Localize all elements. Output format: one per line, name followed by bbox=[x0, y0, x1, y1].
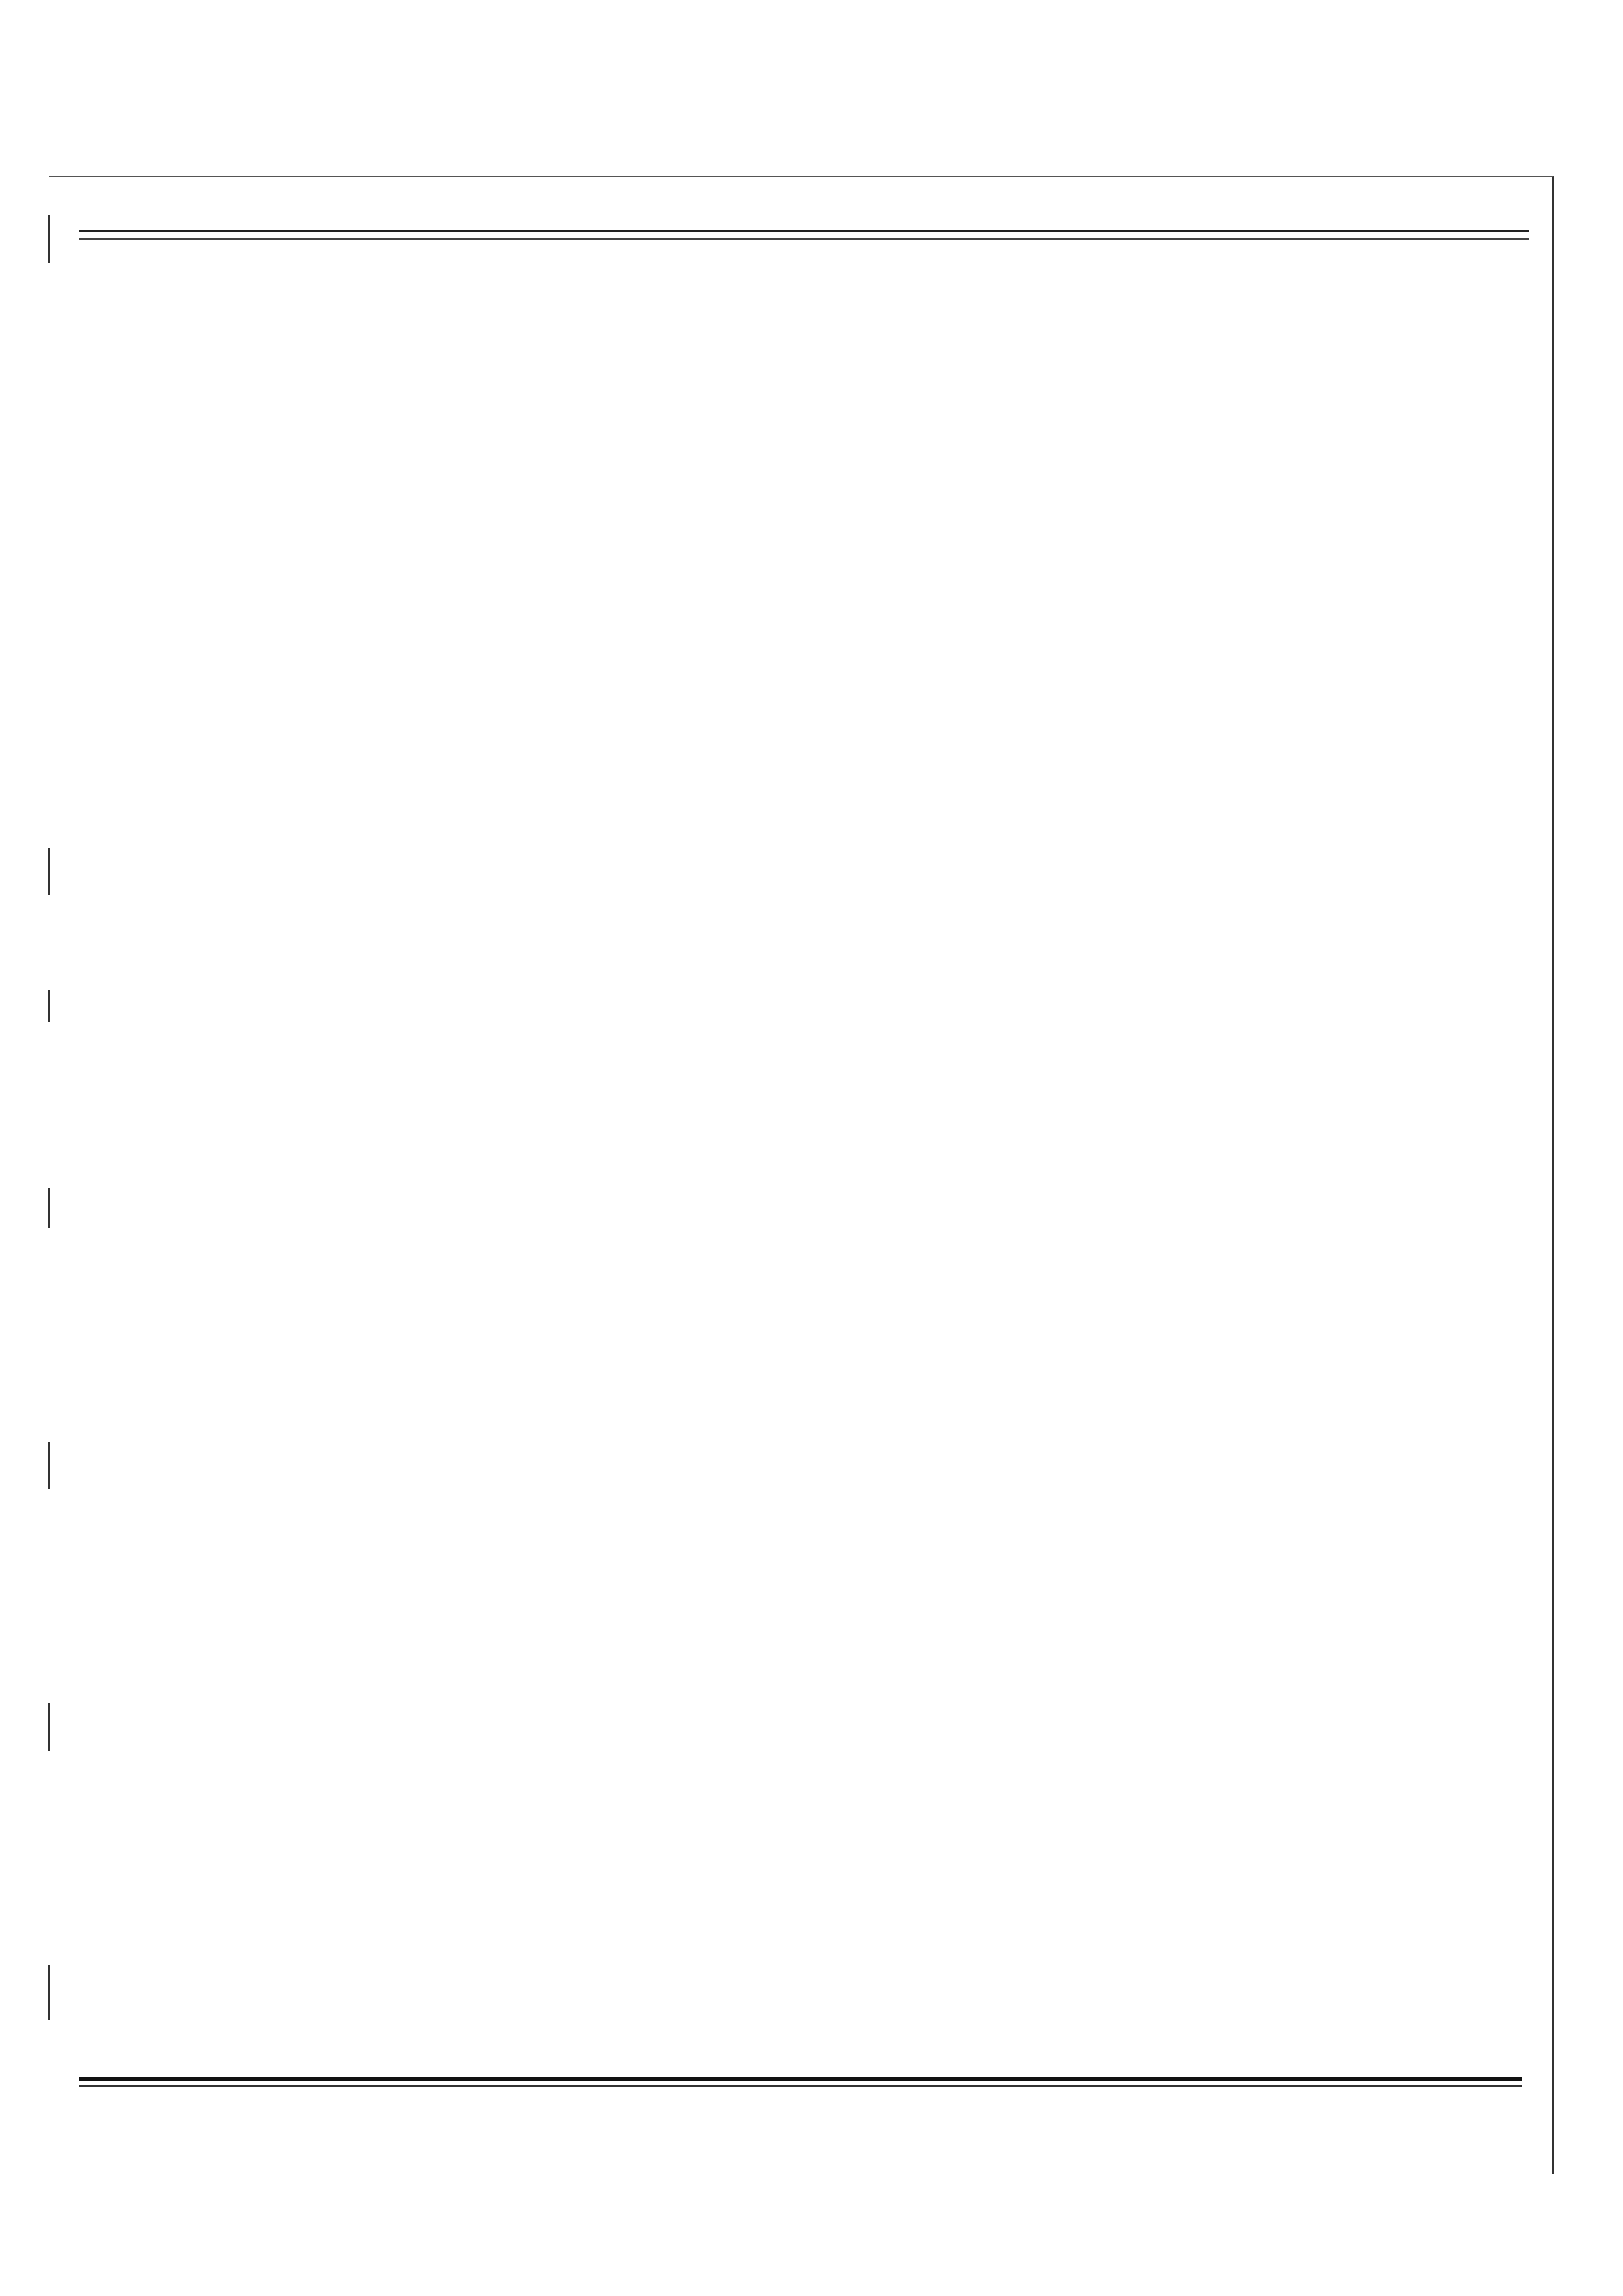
footer-rule bbox=[79, 2077, 1522, 2087]
margin-mark bbox=[48, 848, 50, 895]
margin-mark bbox=[48, 990, 50, 1022]
margin-mark bbox=[48, 1188, 50, 1228]
margin-mark bbox=[48, 1703, 50, 1751]
margin-mark bbox=[48, 215, 50, 263]
header-rule bbox=[79, 230, 1529, 240]
page-frame bbox=[49, 176, 1554, 2174]
margin-mark bbox=[48, 1965, 50, 2020]
margin-mark bbox=[48, 1442, 50, 1489]
